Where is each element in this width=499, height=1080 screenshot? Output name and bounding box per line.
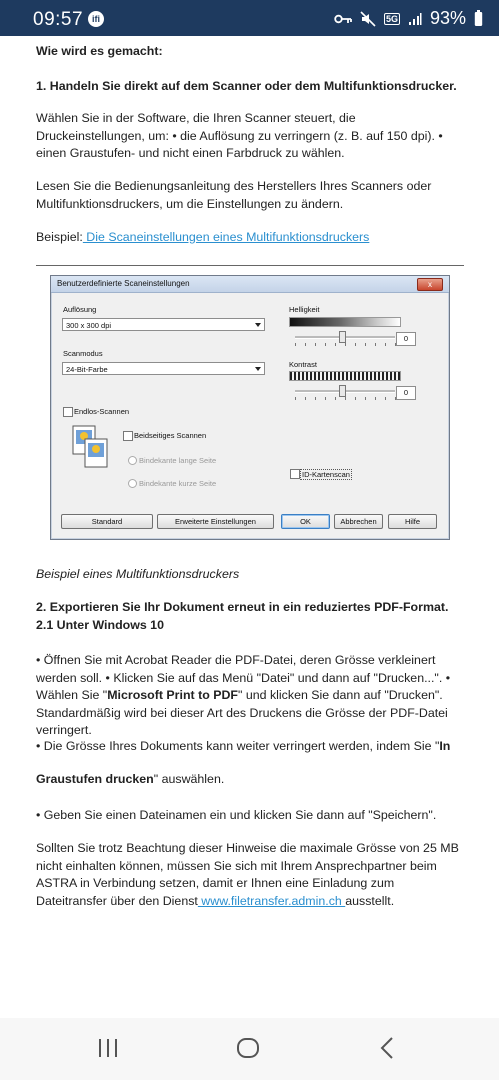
- bullet2-bold2: Graustufen drucken: [36, 772, 154, 786]
- contact-text-b: ausstellt.: [345, 893, 395, 908]
- example-line: [36, 229, 466, 247]
- mute-icon: [360, 11, 376, 27]
- continuous-scan-label: Endlos-Scannen: [74, 407, 130, 416]
- binding-short-radio: [128, 479, 137, 488]
- id-card-checkbox: [290, 469, 300, 479]
- dialog-title: Benutzerdefinierte Scaneinstellungen: [57, 279, 190, 288]
- advanced-settings-button: Erweiterte Einstellungen: [157, 514, 274, 529]
- battery-icon: [474, 10, 483, 27]
- chevron-down-icon: [255, 323, 261, 327]
- bullet1-bold: Microsoft Print to PDF: [107, 688, 239, 702]
- paragraph-bullet2-a: [36, 738, 466, 756]
- brightness-thumb: [339, 331, 346, 343]
- image-caption: Beispiel eines Multifunktionsdruckers: [36, 567, 240, 581]
- resolution-select: [62, 318, 265, 331]
- contrast-value: 0: [396, 386, 416, 400]
- duplex-scan-label: Beidseitiges Scannen: [134, 431, 207, 440]
- binding-long-radio: [128, 456, 137, 465]
- home-icon[interactable]: [236, 1037, 260, 1059]
- resolution-value: 300 x 300 dpi: [66, 321, 112, 330]
- clock: 09:57: [33, 9, 84, 30]
- example-prefix: Beispiel:: [36, 230, 83, 244]
- paragraph-manual: Lesen Sie die Bedienungsanleitung des Herstellers Ihres Scanners oder Multifunktionsdruckers, um die Einstellungen zu ändern.: [36, 179, 432, 211]
- duplex-document-icon: [71, 424, 111, 470]
- contrast-pattern: [289, 371, 401, 381]
- brightness-gradient: [289, 317, 401, 327]
- bullet2-text-a: • Die Grösse Ihres Dokuments kann weiter verringert werden, indem Sie ": [36, 739, 440, 753]
- notification-icon: ifi: [88, 11, 104, 27]
- brightness-value: 0: [396, 332, 416, 346]
- chevron-down-icon: [255, 367, 261, 371]
- paragraph-settings: Wählen Sie in der Software, die Ihren Scanner steuert, die Druckeinstellungen, um: • die Auflösung zu verringern (z. B. auf 150 dpi). • einen Graustufen- und nicht einen Farbdruck zu wählen.: [36, 111, 443, 160]
- scanmode-select: [62, 362, 265, 375]
- recent-apps-icon[interactable]: [97, 1037, 119, 1059]
- duplex-scan-checkbox: [123, 431, 133, 441]
- battery-percent: 93%: [429, 8, 466, 28]
- example-link[interactable]: Die Scaneinstellungen eines Multifunktionsdruckers: [82, 230, 370, 244]
- scan-settings-dialog: [50, 275, 450, 540]
- contrast-thumb: [339, 385, 346, 397]
- signal-icon: [408, 12, 422, 26]
- bullet2-text-b: " auswählen.: [153, 772, 225, 786]
- heading-step2: 2. Exportieren Sie Ihr Dokument erneut in ein reduziertes PDF-Format. 2.1 Unter Windows 10: [36, 600, 449, 632]
- paragraph-bullet2-b: [36, 771, 466, 789]
- paragraph-bullet3: • Geben Sie einen Dateinamen ein und klicken Sie dann auf "Speichern".: [36, 808, 437, 822]
- continuous-scan-checkbox: [63, 407, 73, 417]
- brightness-ticks: [295, 343, 396, 346]
- bullet1-text-a: • Öffnen Sie mit Acrobat Reader die PDF-Datei, deren Grösse verkleinert werden soll. • Klicken Sie auf das Menü "Datei" und dann auf "Drucken...". • Wählen Sie ": [36, 653, 451, 702]
- system-nav-bar: [0, 1018, 499, 1080]
- bullet1-text-b: " und klicken Sie dann auf "Drucken". Standardmäßig wird bei dieser Art des Druckens die Grösse der PDF-Datei verringert.: [36, 688, 448, 737]
- contrast-ticks: [295, 397, 396, 400]
- contact-text-a: Sollten Sie trotz Beachtung dieser Hinweise die maximale Grösse von 25 MB nicht einhalten können, müssen Sie sich mit Ihrem Ansprechpartner beim ASTRA in Verbindung setzen, damit er Ihnen eine Einladung zum Dateitransfer über den Dienst: [36, 841, 459, 908]
- ok-button: OK: [281, 514, 330, 529]
- brightness-label: Helligkeit: [289, 305, 320, 314]
- id-card-label: ID-Kartenscan: [302, 470, 350, 479]
- binding-short-label: Bindekante kurze Seite: [139, 479, 217, 488]
- standard-button: Standard: [61, 514, 153, 529]
- close-icon: x: [417, 278, 443, 291]
- bullet2-bold1: In: [439, 739, 451, 753]
- scanmode-value: 24-Bit-Farbe: [66, 365, 108, 374]
- cancel-button: Abbrechen: [334, 514, 383, 529]
- divider: [36, 265, 464, 266]
- dialog-titlebar: [51, 276, 449, 293]
- paragraph-contact: [36, 840, 466, 910]
- heading-step1: 1. Handeln Sie direkt auf dem Scanner oder dem Multifunktionsdrucker.: [36, 79, 457, 93]
- filetransfer-link[interactable]: www.filetransfer.admin.ch: [197, 893, 346, 908]
- heading-how: Wie wird es gemacht:: [36, 44, 163, 58]
- back-icon[interactable]: [378, 1036, 396, 1060]
- contrast-label: Kontrast: [289, 360, 317, 369]
- key-icon: [334, 13, 352, 25]
- paragraph-bullet1: [36, 652, 466, 740]
- binding-long-label: Bindekante lange Seite: [139, 456, 217, 465]
- help-button: Hilfe: [388, 514, 437, 529]
- network-5g: 5G: [385, 13, 398, 24]
- status-bar: [0, 0, 499, 36]
- status-icons: [334, 8, 483, 29]
- scanmode-label: Scanmodus: [63, 349, 103, 358]
- resolution-label: Auflösung: [63, 305, 97, 314]
